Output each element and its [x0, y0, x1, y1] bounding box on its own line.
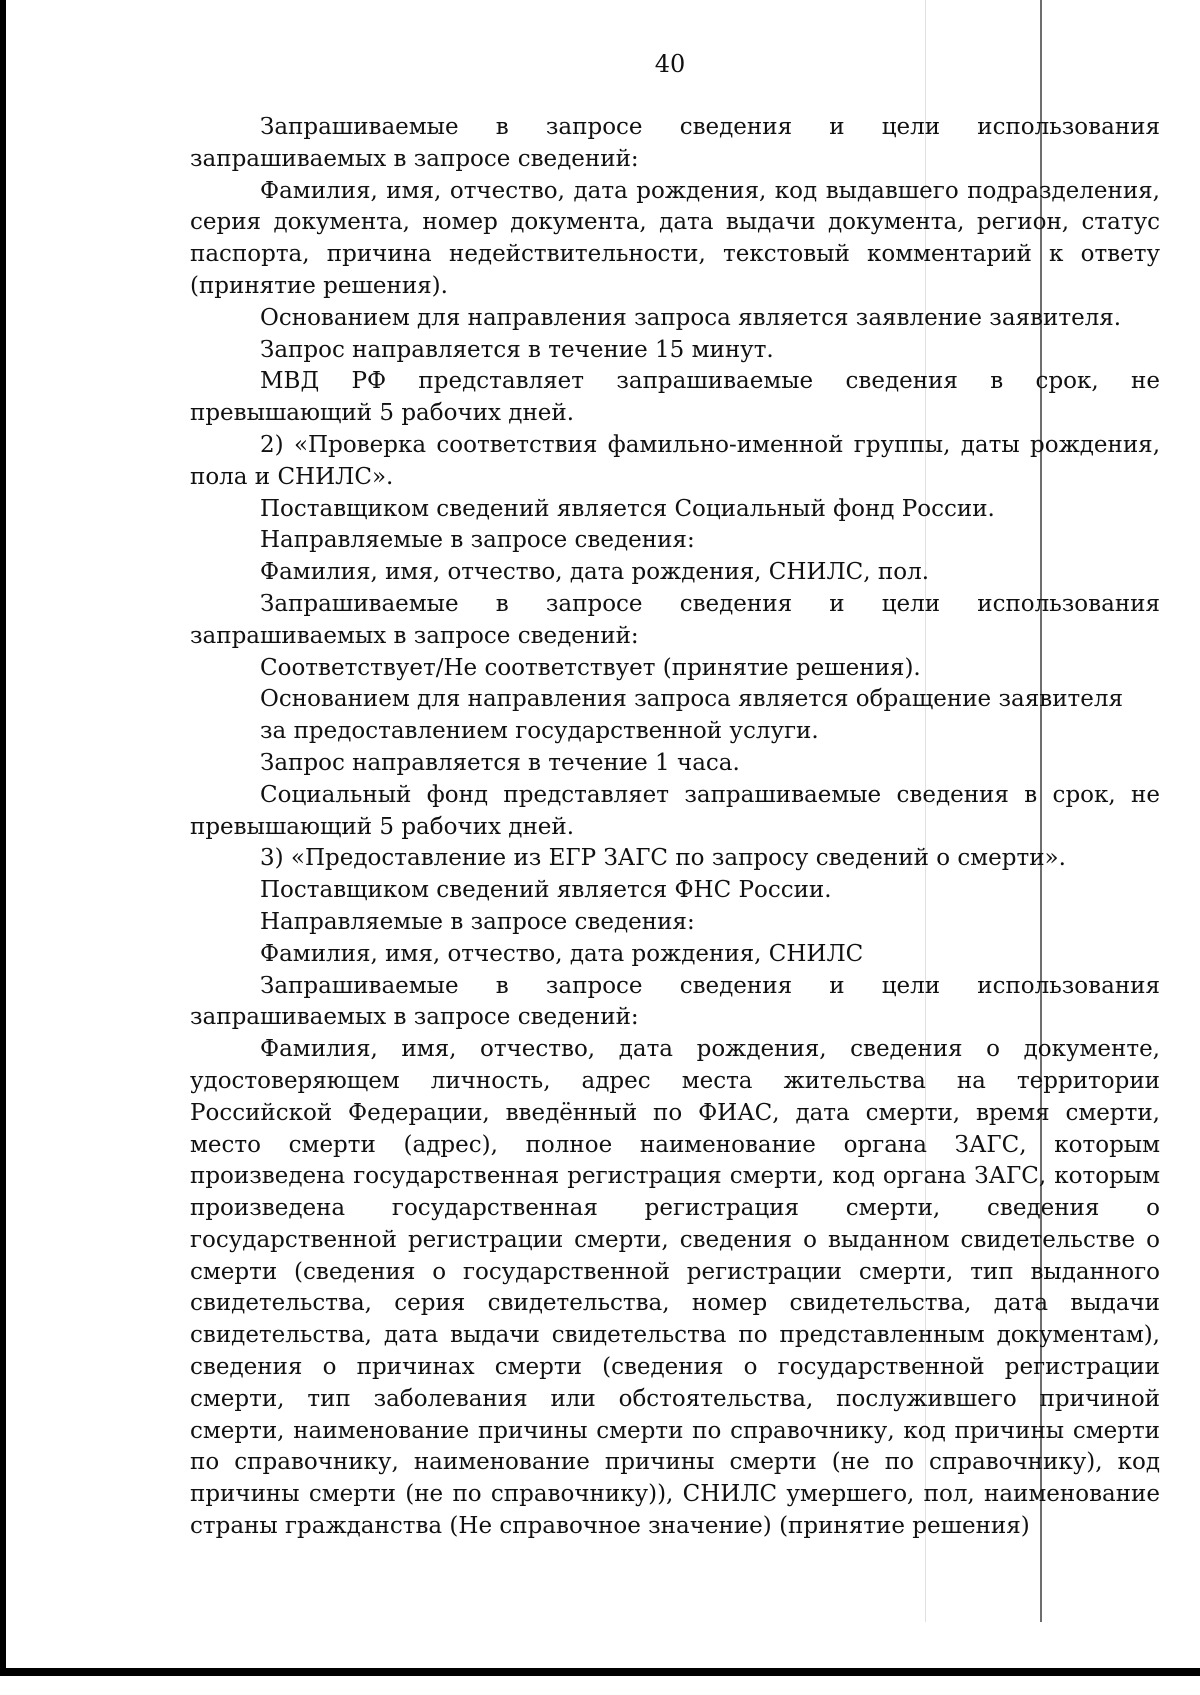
- paragraph: МВД РФ представляет запрашиваемые сведения в срок, не превышающий 5 рабочих дней.: [190, 368, 1160, 427]
- page-number: 40: [654, 50, 686, 78]
- paragraph: 3) «Предоставление из ЕГР ЗАГС по запросу сведений о смерти».: [260, 845, 1066, 872]
- paragraph: Запрос направляется в течение 1 часа.: [260, 749, 740, 776]
- paragraph: Основанием для направления запроса является заявление заявителя.: [260, 304, 1122, 331]
- paragraph: Поставщиком сведений является Социальный фонд России.: [260, 495, 995, 522]
- paragraph: Запрашиваемые в запросе сведения и цели использования запрашиваемых в запросе сведений:: [190, 114, 1160, 172]
- paragraph: Поставщиком сведений является ФНС России.: [260, 877, 832, 904]
- paragraph: за предоставлением государственной услуги.: [260, 718, 819, 745]
- paragraph: Запрашиваемые в запросе сведения и цели использования запрашиваемых в запросе сведений:: [190, 590, 1160, 649]
- paragraph: 2) «Проверка соответствия фамильно-именной группы, даты рождения, пола и СНИЛС».: [190, 431, 1160, 490]
- paragraph: Направляемые в запросе сведения:: [260, 527, 695, 554]
- paragraph: Фамилия, имя, отчество, дата рождения, код выдавшего подразделения, серия документа, номер документа, дата выдачи документа, регион, статус паспорта, причина недействительности, текстовый комментарий к ответу (принятие решения).: [190, 177, 1160, 299]
- paragraph: Фамилия, имя, отчество, дата рождения, СНИЛС, пол.: [260, 559, 929, 586]
- paragraph: Соответствует/Не соответствует (принятие решения).: [260, 654, 921, 681]
- scan-left-border: [0, 0, 6, 1676]
- paragraph: Социальный фонд представляет запрашиваемые сведения в срок, не превышающий 5 рабочих дней.: [190, 781, 1160, 840]
- paragraph: Фамилия, имя, отчество, дата рождения, сведения о документе, удостоверяющем личность, адрес места жительства на территории Российской Федерации, введённый по ФИАС, дата смерти, время смерти, место смерти (адрес), полное наименование органа ЗАГС, которым произведена государственная регистрация смерти, код органа ЗАГС, которым произведена государственная регистрация смерти, сведения о государственной регистрации смерти, сведения о выданном свидетельстве о смерти (сведения о государственной регистрации смерти, тип выданного свидетельства, серия свидетельства, номер свидетельства, дата выдачи свидетельства, дата выдачи свидетельства по представленным документам), сведения о причинах смерти (сведения о государственной регистрации смерти, тип заболевания или обстоятельства, послужившего причиной смерти, наименование причины смерти по справочнику, код причины смерти по справочнику, наименование причины смерти (не по справочнику), код причины смерти (не по справочнику)), СНИЛС умершего, пол, наименование страны гражданства (Не справочное значение) (принятие решения): [190, 1036, 1160, 1540]
- paragraph: Основанием для направления запроса является обращение заявителя: [260, 686, 1123, 713]
- paragraph: Фамилия, имя, отчество, дата рождения, СНИЛС: [260, 940, 864, 967]
- scan-bottom-border: [0, 1668, 1200, 1676]
- paragraph: Направляемые в запросе сведения:: [260, 908, 695, 935]
- paragraph: Запрос направляется в течение 15 минут.: [260, 336, 774, 363]
- document-body: [190, 112, 1160, 1543]
- paragraph: Запрашиваемые в запросе сведения и цели использования запрашиваемых в запросе сведений:: [190, 972, 1160, 1031]
